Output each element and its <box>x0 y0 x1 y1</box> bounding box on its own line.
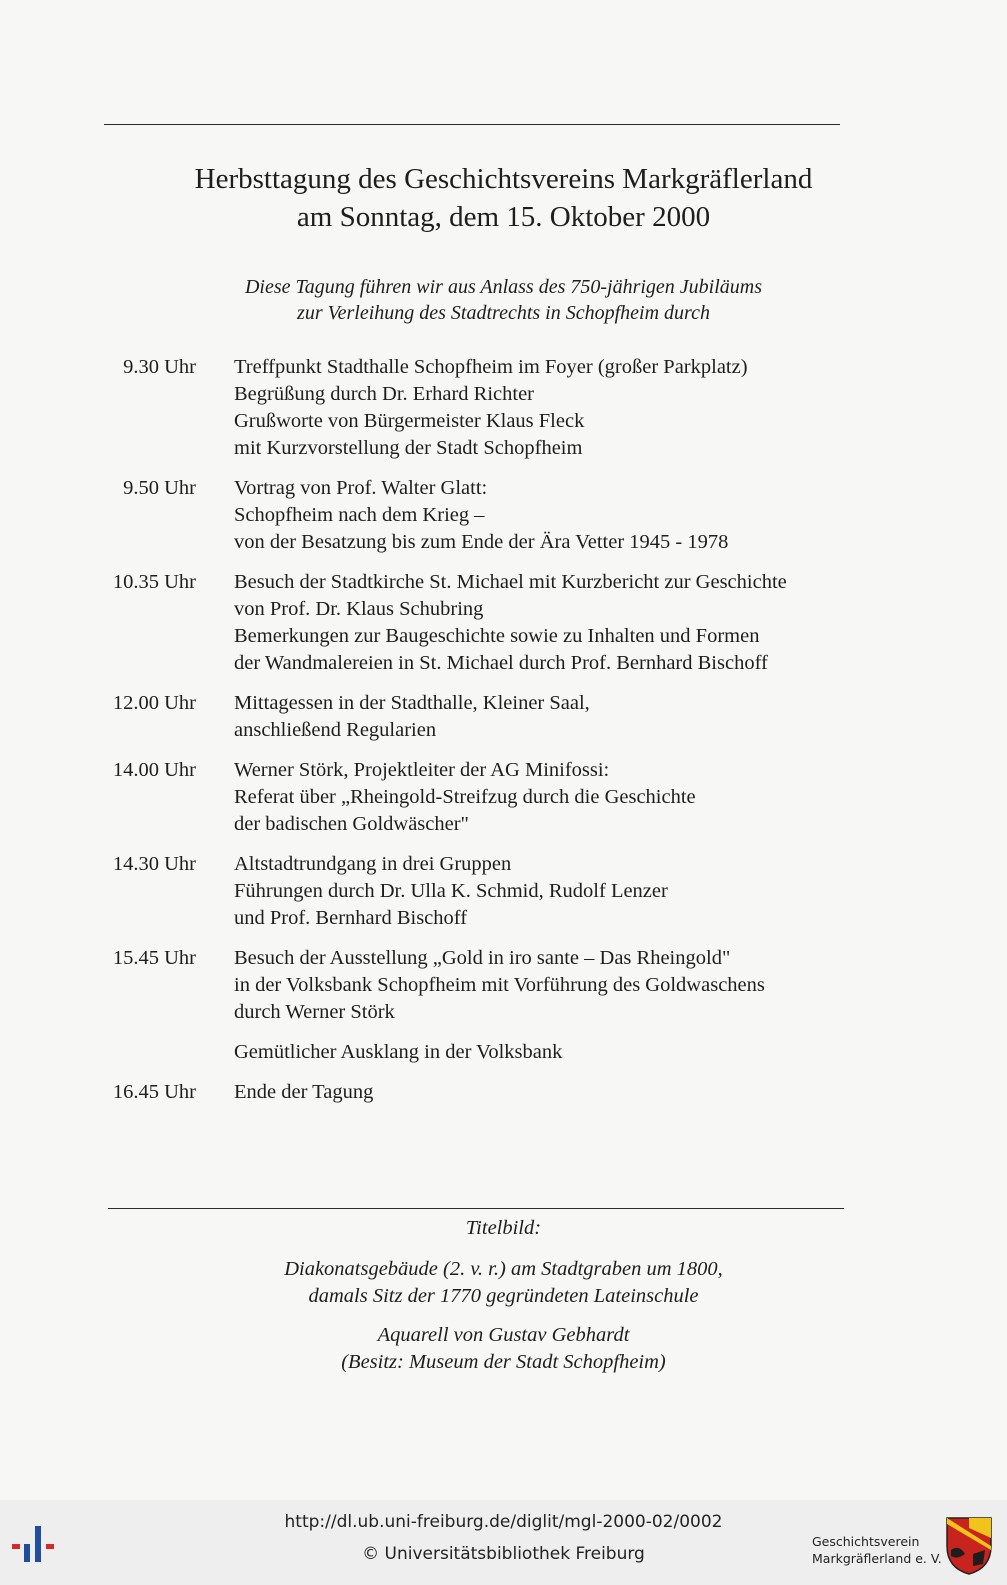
schedule-line: Referat über „Rheingold-Streifzug durch die Geschichte <box>234 786 696 808</box>
schedule-line: mit Kurzvorstellung der Stadt Schopfheim <box>234 437 583 459</box>
schedule-line: anschließend Regularien <box>234 719 437 741</box>
schedule-time: 15.45 Uhr <box>112 947 196 969</box>
footer-url[interactable]: http://dl.ub.uni-freiburg.de/diglit/mgl-2000-02/0002 <box>284 1512 723 1532</box>
schedule-line: Besuch der Stadtkirche St. Michael mit Kurzbericht zur Geschichte <box>234 571 787 593</box>
caption-heading: Titelbild: <box>465 1217 542 1239</box>
schedule-description <box>234 1079 854 1106</box>
schedule-line: Schopfheim nach dem Krieg – <box>234 504 485 526</box>
schedule-line: Führungen durch Dr. Ulla K. Schmid, Rudolf Lenzer <box>234 880 668 902</box>
schedule-line: von Prof. Dr. Klaus Schubring <box>234 598 484 620</box>
schedule-description <box>234 569 854 677</box>
schedule-entry <box>0 1039 1007 1066</box>
schedule-description <box>234 757 854 838</box>
schedule-line: Vortrag von Prof. Walter Glatt: <box>234 477 488 499</box>
schedule-time: 16.45 Uhr <box>112 1081 196 1103</box>
schedule-line: Treffpunkt Stadthalle Schopfheim im Foyer (großer Parkplatz) <box>234 356 748 378</box>
schedule-description <box>234 354 854 462</box>
intro-line2: zur Verleihung des Stadtrechts in Schopfheim durch <box>297 302 710 324</box>
schedule-time: 14.00 Uhr <box>112 759 196 781</box>
schedule-time: 9.50 Uhr <box>123 477 196 499</box>
schedule-list <box>0 354 1007 1119</box>
schedule-line: Besuch der Ausstellung „Gold in iro sante – Das Rheingold" <box>234 947 731 969</box>
schedule-line: durch Werner Störk <box>234 1001 395 1023</box>
schedule-entry <box>0 569 1007 677</box>
schedule-entry <box>0 354 1007 462</box>
schedule-description <box>234 475 854 556</box>
schedule-line: der badischen Goldwäscher" <box>234 813 469 835</box>
schedule-description <box>234 1039 854 1066</box>
schedule-time: 10.35 Uhr <box>112 571 196 593</box>
caption-line3: Aquarell von Gustav Gebhardt <box>377 1324 630 1346</box>
schedule-line: von der Besatzung bis zum Ende der Ära Vetter 1945 - 1978 <box>234 531 729 553</box>
caption-line2: damals Sitz der 1770 gegründeten Lateinschule <box>308 1285 699 1307</box>
schedule-line: Gemütlicher Ausklang in der Volksbank <box>234 1041 563 1063</box>
caption-line1: Diakonatsgebäude (2. v. r.) am Stadtgraben um 1800, <box>284 1258 723 1280</box>
schedule-line: in der Volksbank Schopfheim mit Vorführung des Goldwaschens <box>234 974 765 996</box>
schedule-entry <box>0 475 1007 556</box>
bottom-rule <box>108 1208 844 1209</box>
intro-line1: Diese Tagung führen wir aus Anlass des 750-jährigen Jubiläums <box>244 276 763 298</box>
schedule-line: Werner Störk, Projektleiter der AG Minifossi: <box>234 759 610 781</box>
schedule-time <box>0 1039 196 1066</box>
footer-org <box>812 1533 942 1567</box>
schedule-time: 14.30 Uhr <box>112 853 196 875</box>
schedule-entry <box>0 757 1007 838</box>
footer-copyright: © Universitätsbibliothek Freiburg <box>362 1544 645 1564</box>
schedule-time: 9.30 Uhr <box>123 356 196 378</box>
schedule-entry <box>0 945 1007 1026</box>
schedule-time: 12.00 Uhr <box>112 692 196 714</box>
schedule-line: Altstadtrundgang in drei Gruppen <box>234 853 512 875</box>
coat-of-arms-icon <box>945 1516 993 1576</box>
schedule-line: Ende der Tagung <box>234 1081 374 1103</box>
schedule-description <box>234 690 854 744</box>
page-title-line2: am Sonntag, dem 15. Oktober 2000 <box>296 201 711 233</box>
schedule-entry <box>0 690 1007 744</box>
schedule-line: der Wandmalereien in St. Michael durch Prof. Bernhard Bischoff <box>234 652 768 674</box>
footer-org-line2: Markgräflerland e. V. <box>812 1551 942 1566</box>
footer-org-line1: Geschichtsverein <box>812 1534 920 1549</box>
schedule-line: Bemerkungen zur Baugeschichte sowie zu Inhalten und Formen <box>234 625 760 647</box>
schedule-line: Grußworte von Bürgermeister Klaus Fleck <box>234 410 585 432</box>
footer-bar <box>0 1500 1007 1585</box>
schedule-entry <box>0 851 1007 932</box>
schedule-entry <box>0 1079 1007 1106</box>
schedule-line: Mittagessen in der Stadthalle, Kleiner Saal, <box>234 692 590 714</box>
schedule-description <box>234 851 854 932</box>
top-rule <box>104 124 840 125</box>
caption-line4: (Besitz: Museum der Stadt Schopfheim) <box>341 1351 666 1373</box>
schedule-line: und Prof. Bernhard Bischoff <box>234 907 468 929</box>
page-title-line1: Herbsttagung des Geschichtsvereins Markgräflerland <box>194 163 813 195</box>
schedule-line: Begrüßung durch Dr. Erhard Richter <box>234 383 535 405</box>
schedule-description <box>234 945 854 1026</box>
